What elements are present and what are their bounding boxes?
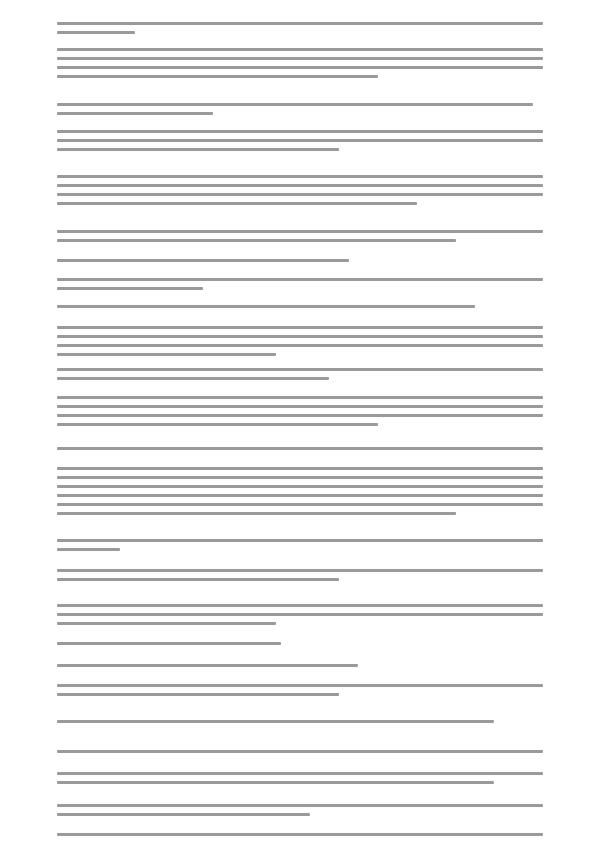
text-line — [57, 193, 543, 196]
paragraph — [57, 48, 543, 78]
text-line — [57, 175, 543, 178]
text-line — [57, 148, 339, 151]
text-line — [57, 396, 543, 399]
paragraph — [57, 664, 543, 667]
paragraph — [57, 750, 543, 753]
text-line — [57, 642, 281, 645]
text-line — [57, 604, 543, 607]
text-line — [57, 772, 543, 775]
text-line — [57, 344, 543, 347]
text-line — [57, 693, 339, 696]
text-line — [57, 202, 417, 205]
paragraph — [57, 772, 543, 784]
text-line — [57, 22, 543, 25]
text-line — [57, 613, 543, 616]
paragraph — [57, 684, 543, 696]
paragraph — [57, 447, 543, 450]
text-line — [57, 184, 543, 187]
paragraph — [57, 305, 543, 308]
text-line — [57, 447, 543, 450]
paragraph — [57, 467, 543, 515]
text-line — [57, 353, 276, 356]
paragraph — [57, 368, 543, 380]
text-line — [57, 66, 543, 69]
text-line — [57, 539, 543, 542]
text-line — [57, 75, 378, 78]
text-line — [57, 287, 203, 290]
paragraph — [57, 804, 543, 816]
text-line — [57, 335, 543, 338]
text-line — [57, 57, 543, 60]
text-line — [57, 278, 543, 281]
text-line — [57, 103, 533, 106]
text-line — [57, 305, 475, 308]
text-line — [57, 720, 494, 723]
text-line — [57, 377, 329, 380]
paragraph — [57, 22, 543, 34]
paragraph — [57, 569, 543, 581]
text-line — [57, 833, 543, 836]
text-line — [57, 326, 543, 329]
text-line — [57, 750, 543, 753]
text-line — [57, 578, 339, 581]
text-line — [57, 503, 543, 506]
text-line — [57, 664, 358, 667]
paragraph — [57, 326, 543, 356]
paragraph — [57, 833, 543, 836]
text-line — [57, 405, 543, 408]
paragraph — [57, 175, 543, 205]
text-line — [57, 781, 494, 784]
text-line — [57, 512, 456, 515]
paragraph — [57, 396, 543, 426]
text-line — [57, 494, 543, 497]
paragraph — [57, 259, 543, 262]
text-line — [57, 112, 213, 115]
text-line — [57, 622, 276, 625]
paragraph — [57, 278, 543, 290]
text-line — [57, 423, 378, 426]
text-line — [57, 548, 120, 551]
text-line — [57, 804, 543, 807]
text-line — [57, 230, 543, 233]
text-line — [57, 139, 543, 142]
text-line — [57, 684, 543, 687]
text-line — [57, 476, 543, 479]
text-line — [57, 130, 543, 133]
text-line — [57, 368, 543, 371]
paragraph — [57, 230, 543, 242]
text-line — [57, 31, 135, 34]
text-line — [57, 48, 543, 51]
text-line — [57, 569, 543, 572]
text-line — [57, 239, 456, 242]
paragraph — [57, 130, 543, 151]
paragraph — [57, 539, 543, 551]
paragraph — [57, 604, 543, 625]
text-line — [57, 813, 310, 816]
text-line — [57, 485, 543, 488]
paragraph — [57, 103, 543, 115]
text-line — [57, 259, 349, 262]
paragraph — [57, 642, 543, 645]
text-line — [57, 467, 543, 470]
paragraph — [57, 720, 543, 723]
text-line — [57, 414, 543, 417]
